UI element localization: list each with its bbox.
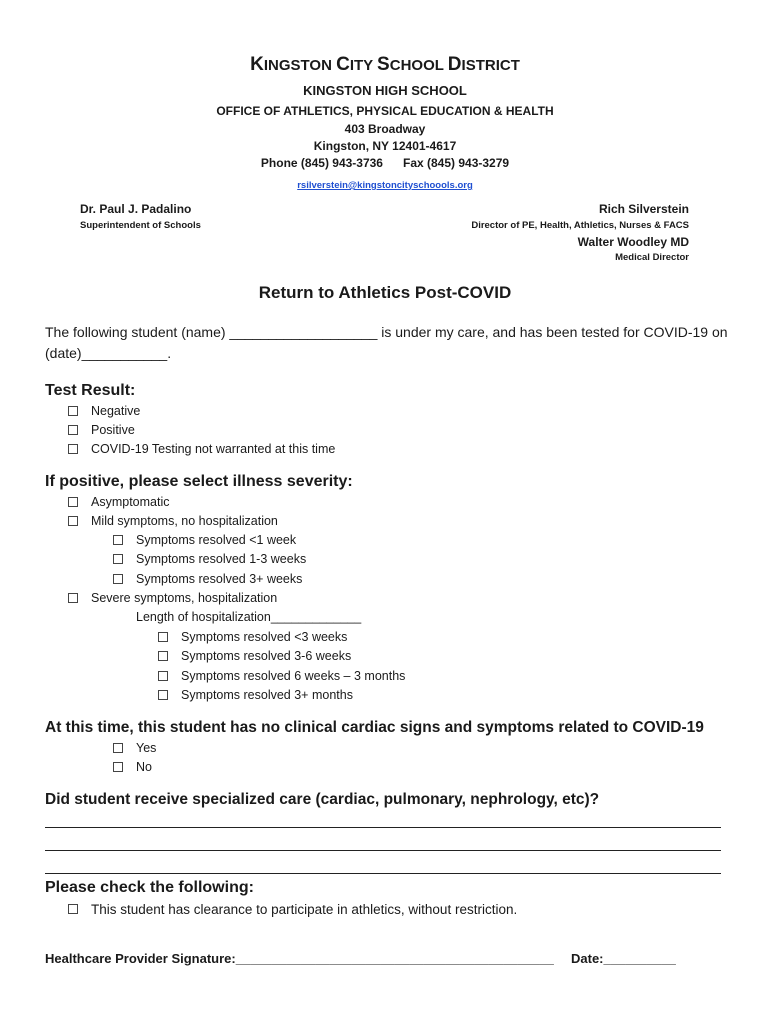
option-label: Positive (91, 423, 135, 437)
address-line-2: Kingston, NY 12401-4617 (313, 139, 457, 153)
mild-option-under-1-week[interactable] (113, 533, 296, 547)
form-title: Return to Athletics Post-COVID (258, 283, 512, 302)
checkbox[interactable] (68, 593, 78, 603)
hospitalization-length-field[interactable]: Length of hospitalization_____________ (136, 610, 362, 624)
option-label: No (136, 760, 152, 774)
option-label: COVID-19 Testing not warranted at this time (91, 442, 336, 456)
option-label: Yes (136, 741, 157, 755)
school-name: KINGSTON HIGH SCHOOL (303, 83, 467, 98)
checkbox[interactable] (158, 651, 168, 661)
district-cap-s: S (377, 54, 390, 75)
option-label: Symptoms resolved <1 week (136, 533, 297, 547)
checkbox[interactable] (68, 904, 78, 914)
severity-severe[interactable] (68, 591, 277, 605)
option-label: Symptoms resolved 3+ months (181, 688, 353, 702)
checkbox[interactable] (113, 743, 123, 753)
checkbox[interactable] (113, 554, 123, 564)
checkbox[interactable] (68, 406, 78, 416)
severity-heading: If positive, please select illness severity: (45, 473, 353, 490)
severity-mild[interactable] (68, 514, 278, 528)
checkbox[interactable] (158, 632, 168, 642)
district-rest-2: ITY (349, 57, 378, 74)
cardiac-option-no[interactable] (113, 760, 152, 774)
severe-option-6-weeks-3-months[interactable] (158, 669, 405, 683)
checkbox[interactable] (68, 444, 78, 454)
fax-number: Fax (845) 943-3279 (402, 156, 510, 170)
director-name: Rich Silverstein (598, 202, 689, 216)
test-result-heading: Test Result: (45, 382, 136, 399)
option-label: Negative (91, 404, 141, 418)
answer-line-3[interactable] (45, 873, 721, 874)
checkbox[interactable] (158, 671, 168, 681)
severe-option-under-3-weeks[interactable] (158, 630, 347, 644)
option-label: Asymptomatic (91, 495, 170, 509)
contact-line (0, 156, 770, 170)
address-line-1: 403 Broadway (344, 122, 426, 136)
email-row (0, 175, 770, 193)
severe-option-3-6-weeks[interactable] (158, 649, 351, 663)
email-link[interactable]: rsilverstein@kingstoncityschoools.org (297, 180, 473, 191)
director-title: Director of PE, Health, Athletics, Nurses & FACS (471, 220, 689, 231)
option-label: This student has clearance to participate in athletics, without restriction. (91, 902, 518, 917)
checkbox[interactable] (68, 497, 78, 507)
checkbox[interactable] (113, 762, 123, 772)
option-label: Mild symptoms, no hospitalization (91, 514, 278, 528)
checkbox[interactable] (113, 574, 123, 584)
checkbox[interactable] (68, 516, 78, 526)
answer-line-1[interactable] (45, 827, 721, 828)
signature-field[interactable]: Healthcare Provider Signature:____________________________________________ (45, 951, 554, 966)
mild-option-1-3-weeks[interactable] (113, 552, 306, 566)
intro-line-1: The following student (name) ___________________ is under my care, and has been tested for COVID-19 on (45, 324, 728, 340)
medical-director-name: Walter Woodley MD (577, 235, 689, 249)
specialized-care-heading: Did student receive specialized care (cardiac, pulmonary, nephrology, etc)? (45, 791, 600, 808)
clearance-option[interactable] (68, 902, 517, 917)
check-heading: Please check the following: (45, 879, 254, 896)
test-option-negative[interactable] (68, 404, 140, 418)
district-name (0, 54, 770, 76)
medical-director-title: Medical Director (615, 252, 689, 263)
office-name: OFFICE OF ATHLETICS, PHYSICAL EDUCATION & HEALTH (216, 104, 554, 118)
option-label: Symptoms resolved 3+ weeks (136, 572, 303, 586)
superintendent-title: Superintendent of Schools (80, 220, 201, 231)
cardiac-option-yes[interactable] (113, 741, 156, 755)
option-label: Severe symptoms, hospitalization (91, 591, 278, 605)
severity-asymptomatic[interactable] (68, 495, 170, 509)
cardiac-heading: At this time, this student has no clinical cardiac signs and symptoms related to COVID-19 (45, 719, 704, 736)
superintendent-name: Dr. Paul J. Padalino (80, 202, 192, 216)
district-rest-4: ISTRICT (461, 57, 520, 74)
test-option-positive[interactable] (68, 423, 135, 437)
option-label: Symptoms resolved <3 weeks (181, 630, 348, 644)
option-label: Symptoms resolved 3-6 weeks (181, 649, 352, 663)
severe-option-3-plus-months[interactable] (158, 688, 353, 702)
date-field[interactable]: Date:__________ (571, 951, 676, 966)
mild-option-3-plus-weeks[interactable] (113, 572, 302, 586)
test-option-not-warranted[interactable] (68, 442, 335, 456)
intro-line-2: (date)___________. (45, 345, 172, 361)
district-cap-k: K (250, 54, 264, 75)
option-label: Symptoms resolved 1-3 weeks (136, 552, 307, 566)
phone-number: Phone (845) 943-3736 (260, 156, 383, 170)
option-label: Symptoms resolved 6 weeks – 3 months (181, 669, 406, 683)
checkbox[interactable] (68, 425, 78, 435)
answer-line-2[interactable] (45, 850, 721, 851)
district-rest-1: INGSTON (263, 57, 337, 74)
checkbox[interactable] (113, 535, 123, 545)
district-cap-d: D (447, 54, 462, 75)
checkbox[interactable] (158, 690, 168, 700)
district-cap-c: C (336, 54, 350, 75)
district-rest-3: CHOOL (389, 57, 448, 74)
